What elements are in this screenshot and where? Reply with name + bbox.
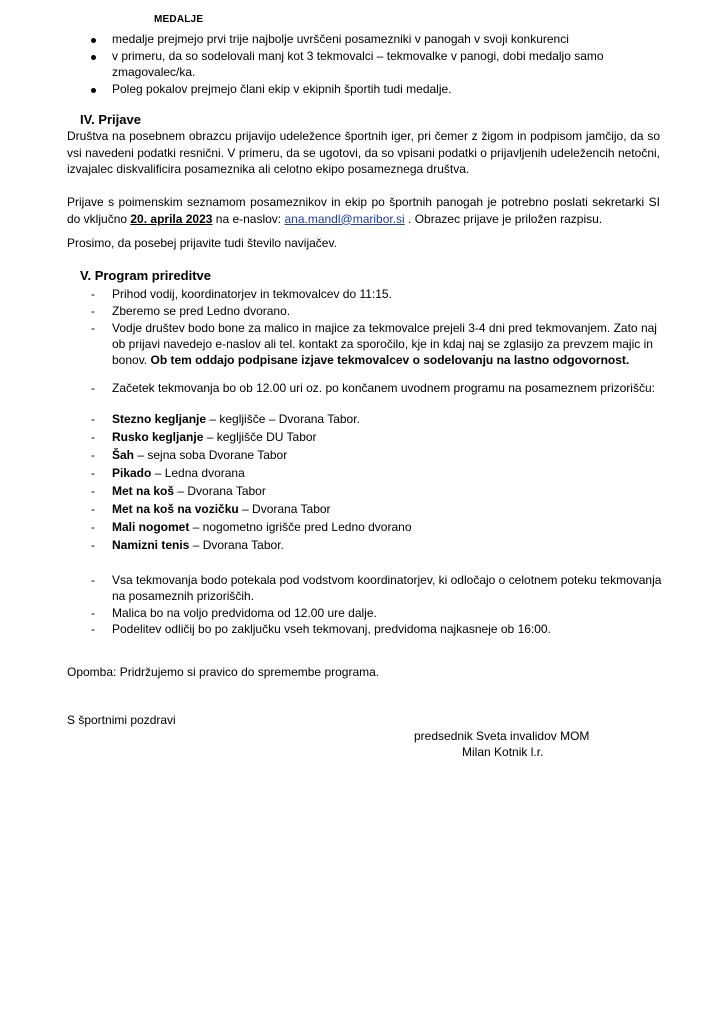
dash-marker: - xyxy=(91,484,95,498)
venue-sport: Rusko kegljanje xyxy=(112,430,204,444)
venue-place: – Dvorana Tabor. xyxy=(189,538,284,552)
venue-item xyxy=(112,483,672,499)
bullet-icon xyxy=(91,38,96,43)
closing-greeting: S športnimi pozdravi xyxy=(67,713,176,727)
medalje-bullet-2: v primeru, da so sodelovali manj kot 3 tekmovalci – tekmovalke v panogi, dobi medaljo samo zmagovalec/ka. xyxy=(112,49,604,79)
venue-place: – Dvorana Tabor xyxy=(174,484,266,498)
prijave-text: na e-naslov: xyxy=(212,211,285,226)
deadline-date: 20. aprila 2023 xyxy=(130,211,213,226)
signature-name: Milan Kotnik l.r. xyxy=(462,745,544,759)
venue-sport: Met na koš xyxy=(112,484,175,498)
venue-sport: Pikado xyxy=(112,466,152,480)
medalje-bullet-1: medalje prejmejo prvi trije najbolje uvrščeni posamezniki v panogah v svoji konkurenci xyxy=(112,32,569,46)
venue-item xyxy=(112,447,672,463)
prijave-heading: IV. Prijave xyxy=(80,112,141,127)
dash-marker: - xyxy=(91,430,95,444)
prijave-paragraph-2 xyxy=(67,194,660,227)
opomba-note: Opomba: Pridržujemo si pravico do spremembe programa. xyxy=(67,665,380,679)
dash-marker: - xyxy=(91,304,95,318)
program-item-awards: Podelitev odličij bo po zaključku vseh tekmovanj, predvidoma najkasneje ob 16:00. xyxy=(112,622,551,636)
venue-item xyxy=(112,411,672,427)
bullet-icon xyxy=(91,55,96,60)
email-link[interactable]: ana.mandl@maribor.si xyxy=(284,211,405,226)
program-item-start: Začetek tekmovanja bo ob 12.00 uri oz. po končanem uvodnem programu na posameznem prizorišču: xyxy=(112,381,655,395)
venue-item xyxy=(112,537,672,553)
venue-item xyxy=(112,501,672,517)
venue-item xyxy=(112,429,672,445)
medalje-heading: MEDALJE xyxy=(154,14,204,25)
venue-place: – Ledna dvorana xyxy=(151,466,245,480)
dash-marker: - xyxy=(91,573,95,587)
program-item-lunch: Malica bo na voljo predvidoma od 12.00 ure dalje. xyxy=(112,606,377,620)
program-item-arrival: Prihod vodij, koordinatorjev in tekmovalcev do 11:15. xyxy=(112,287,392,301)
dash-marker: - xyxy=(91,520,95,534)
venue-place: – nogometno igrišče pred Ledno dvorano xyxy=(189,520,412,534)
prijave-paragraph-1: Društva na posebnem obrazcu prijavijo udeležence športnih iger, pri čemer z žigom in podpisom jamčijo, da so vsi navedeni podatki resnični. V primeru, da se ugotovi, da so vpisani podatki o prijavljenih udeležencih netočni, izvajalec diskvalificira posameznika ali celotno ekipo posameznega društva. xyxy=(67,129,660,176)
venue-sport: Namizni tenis xyxy=(112,538,190,552)
venue-sport: Mali nogomet xyxy=(112,520,190,534)
prijave-text: . Obrazec prijave je priložen razpisu. xyxy=(404,211,603,226)
vouchers-text: Vodje društev bodo bone za malico in majice za tekmovalce prejeli 3-4 dni pred tekmovanjem. Zato naj ob prijavi navedejo e-naslov ali tel. kontakt za sporočilo, kje in kdaj naj se zglasijo za prevzem majic in bonov. xyxy=(112,321,657,367)
vouchers-bold-text: Ob tem oddajo podpisane izjave tekmovalcev o sodelovanju na lastno odgovornost. xyxy=(150,353,630,367)
venue-sport: Stezno kegljanje xyxy=(112,412,207,426)
dash-marker: - xyxy=(91,622,95,636)
venue-item xyxy=(112,465,672,481)
medalje-bullet-3: Poleg pokalov prejmejo člani ekip v ekipnih športih tudi medalje. xyxy=(112,82,452,96)
program-heading: V. Program prireditve xyxy=(80,268,212,283)
dash-marker: - xyxy=(91,466,95,480)
dash-marker: - xyxy=(91,287,95,301)
dash-marker: - xyxy=(91,381,95,395)
dash-marker: - xyxy=(91,448,95,462)
dash-marker: - xyxy=(91,606,95,620)
prijave-text: Prijave s poimenskim seznamom posameznikov in ekip po športnih panogah je potrebno poslati sekretarki SI do vključno xyxy=(67,195,660,226)
program-item-coordinators: Vsa tekmovanja bodo potekala pod vodstvom koordinatorjev, ki odločajo o celotnem poteku tekmovanja na posameznih prizoriščih. xyxy=(112,573,662,603)
dash-marker: - xyxy=(91,502,95,516)
venue-place: – kegljišče DU Tabor xyxy=(203,430,317,444)
venue-place: – Dvorana Tabor xyxy=(238,502,331,516)
venue-item xyxy=(112,519,672,535)
program-item-gather: Zberemo se pred Ledno dvorano. xyxy=(112,304,291,318)
venue-place: – kegljišče – Dvorana Tabor. xyxy=(206,412,360,426)
venue-sport: Šah xyxy=(112,448,135,462)
dash-marker: - xyxy=(91,321,95,335)
prijave-paragraph-3: Prosimo, da posebej prijavite tudi število navijačev. xyxy=(67,236,337,250)
signature-title: predsednik Sveta invalidov MOM xyxy=(414,729,590,743)
program-item-vouchers xyxy=(112,320,660,368)
bullet-icon xyxy=(91,88,96,93)
dash-marker: - xyxy=(91,412,95,426)
dash-marker: - xyxy=(91,538,95,552)
venue-place: – sejna soba Dvorane Tabor xyxy=(134,448,288,462)
venue-sport: Met na koš na vozičku xyxy=(112,502,239,516)
